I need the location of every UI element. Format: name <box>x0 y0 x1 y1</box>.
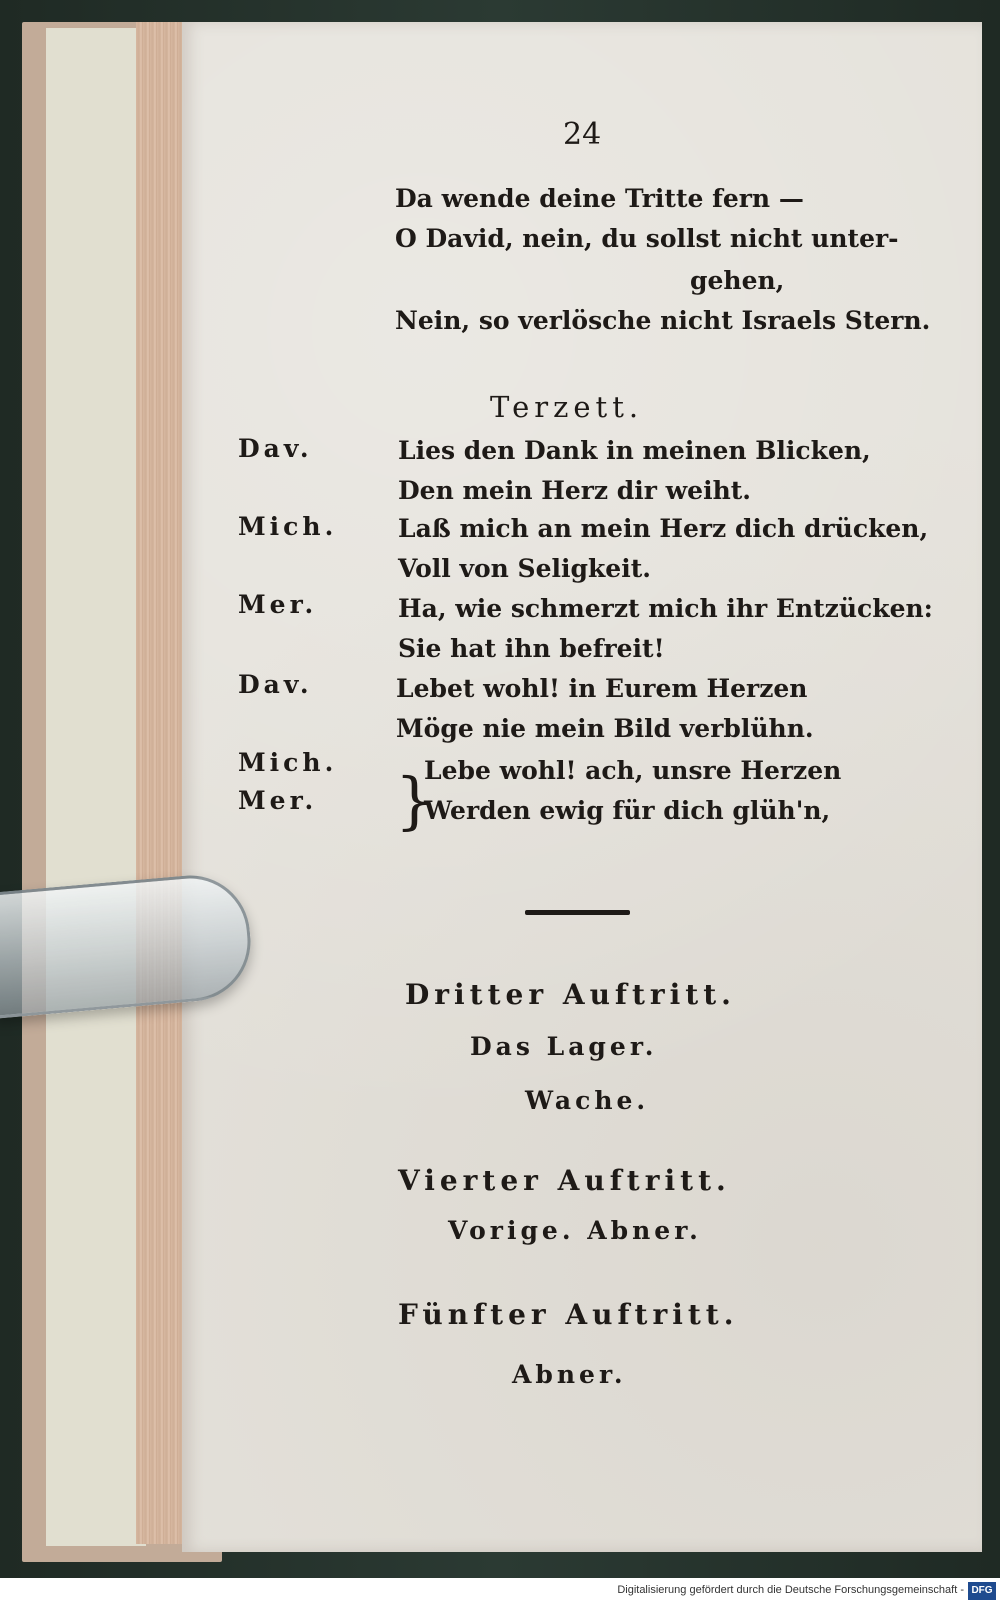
terzett-line: Sie hat ihn befreit! <box>398 634 665 663</box>
dfg-logo: DFG <box>968 1582 996 1600</box>
scene-persons: Vorige. Abner. <box>448 1216 702 1245</box>
scene-place: Das Lager. <box>470 1032 658 1061</box>
brace-symbol: } <box>395 764 435 837</box>
terzett-line: Lies den Dank in meinen Blicken, <box>398 436 871 465</box>
speaker-label: Mich. <box>238 748 338 777</box>
verse-line: gehen, <box>690 266 785 295</box>
terzett-line: Möge nie mein Bild verblühn. <box>396 714 814 743</box>
terzett-line: Laß mich an mein Herz dich drücken, <box>398 514 929 543</box>
terzett-line: Werden ewig für dich glüh'n, <box>424 796 831 825</box>
speaker-label: Mer. <box>238 590 318 619</box>
speaker-label: Dav. <box>238 434 313 463</box>
section-divider <box>525 910 630 915</box>
terzett-line: Ha, wie schmerzt mich ihr Entzücken: <box>398 594 933 623</box>
scene-persons: Wache. <box>525 1086 650 1115</box>
verse-line: O David, nein, du sollst nicht unter- <box>395 224 899 253</box>
scene-heading: Fünfter Auftritt. <box>398 1298 739 1331</box>
scene-heading: Dritter Auftritt. <box>405 978 736 1011</box>
terzett-line: Voll von Seligkeit. <box>398 554 651 583</box>
funding-credit: Digitalisierung gefördert durch die Deutsche Forschungsgemeinschaft - <box>617 1584 964 1596</box>
speaker-label: Mer. <box>238 786 318 815</box>
speaker-label: Dav. <box>238 670 313 699</box>
verse-line: Nein, so verlösche nicht Israels Stern. <box>395 306 931 335</box>
terzett-line: Den mein Herz dir weiht. <box>398 476 752 505</box>
terzett-line: Lebet wohl! in Eurem Herzen <box>396 674 808 703</box>
terzett-line: Lebe wohl! ach, unsre Herzen <box>424 756 842 785</box>
verse-line: Da wende deine Tritte fern — <box>395 184 804 213</box>
scene-heading: Vierter Auftritt. <box>398 1164 731 1197</box>
scene-persons: Abner. <box>512 1360 627 1389</box>
speaker-label: Mich. <box>238 512 338 541</box>
facing-page <box>46 28 146 1546</box>
terzett-heading: Terzett. <box>490 390 644 424</box>
page-number: 24 <box>563 117 602 152</box>
